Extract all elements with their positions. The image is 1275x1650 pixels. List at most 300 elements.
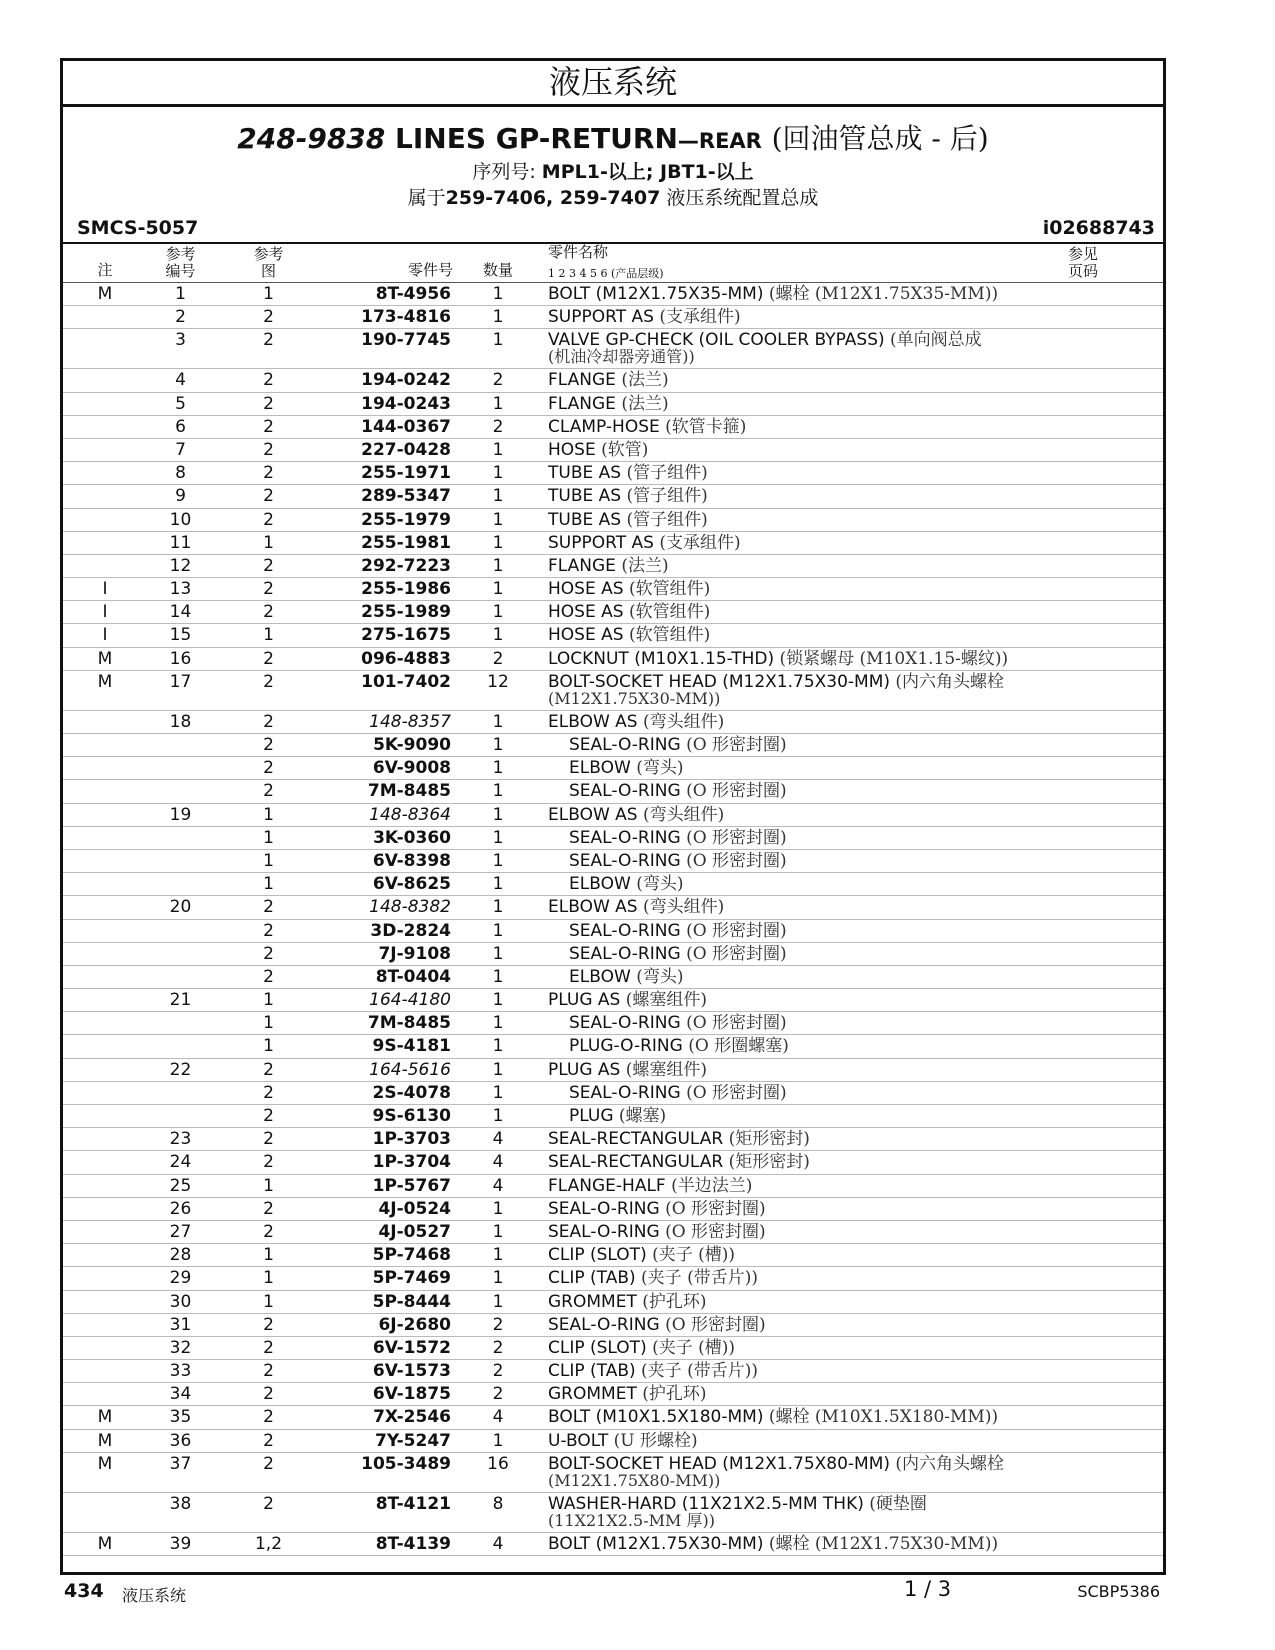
row-part-number: 5P-8444 (372, 1291, 451, 1312)
row-name-zh: (螺塞组件) (625, 1059, 707, 1080)
row-qty: 1 (492, 827, 504, 848)
row-ref-fig: 2 (263, 370, 274, 391)
row-part-name (569, 873, 683, 895)
row-part-number: 164-4180 (369, 990, 451, 1011)
row-ref-no: 12 (169, 555, 192, 576)
row-name-en: PLUG-O-RING (569, 1036, 683, 1057)
row-ref-fig: 2 (263, 1493, 274, 1514)
row-part-name (548, 393, 669, 415)
row-name-zh: (O 形密封圈) (686, 1082, 787, 1103)
row-note: M (97, 1407, 113, 1428)
row-part-number: 255-1986 (361, 579, 451, 600)
row-part-name (569, 850, 787, 872)
row-part-number: 2S-4078 (372, 1082, 451, 1103)
table-row (63, 1493, 1163, 1533)
row-name-zh: (O 形密封圈) (686, 827, 787, 848)
row-ref-fig: 1 (263, 1013, 274, 1034)
row-ref-fig: 2 (263, 781, 274, 802)
row-qty: 1 (492, 625, 504, 646)
col-part-no: 零件号 (407, 261, 453, 279)
row-name-en: HOSE AS (548, 579, 624, 600)
row-name-zh: (U 形螺栓) (613, 1430, 698, 1451)
row-qty: 2 (492, 648, 504, 669)
table-row (63, 1360, 1163, 1383)
row-qty: 1 (492, 781, 504, 802)
row-part-name (548, 1267, 758, 1289)
row-ref-no: 1 (175, 284, 186, 304)
row-qty: 1 (492, 711, 504, 732)
row-ref-no: 9 (175, 486, 186, 507)
row-ref-no: 25 (169, 1175, 192, 1196)
row-ref-fig: 2 (263, 711, 274, 732)
table-row (63, 1267, 1163, 1290)
row-part-name (548, 1175, 752, 1197)
row-ref-no: 23 (169, 1129, 192, 1150)
title-zh: (回油管总成 - 后) (771, 122, 989, 155)
row-name-en: SEAL-RECTANGULAR (548, 1129, 724, 1150)
row-qty: 1 (492, 897, 504, 918)
illustration-id: i02688743 (1042, 217, 1155, 239)
row-part-number: 255-1971 (361, 463, 451, 484)
row-name-en: HOSE (548, 439, 596, 460)
row-part-number: 7X-2546 (373, 1407, 451, 1428)
title-rear: —REAR (677, 129, 762, 153)
row-part-name (548, 1337, 735, 1359)
row-name-zh: (弯头组件) (643, 711, 725, 732)
row-note: I (102, 579, 108, 600)
row-part-name (548, 989, 707, 1011)
table-row (63, 509, 1163, 532)
row-part-number: 8T-4121 (375, 1493, 451, 1514)
row-ref-fig: 1 (263, 874, 274, 895)
table-row (63, 369, 1163, 392)
row-qty: 4 (492, 1407, 504, 1428)
table-row (63, 329, 1163, 369)
row-ref-no: 34 (169, 1384, 192, 1405)
row-part-name (569, 780, 787, 802)
row-ref-no: 30 (169, 1291, 192, 1312)
row-ref-fig: 2 (263, 920, 274, 941)
row-qty: 1 (492, 1013, 504, 1034)
row-qty: 1 (492, 509, 504, 530)
row-part-number: 227-0428 (361, 439, 451, 460)
row-ref-fig: 2 (263, 1361, 274, 1382)
row-name-zh-continued: (11X21X2.5-MM 厚)) (548, 1510, 715, 1530)
row-ref-no: 31 (169, 1314, 192, 1335)
part-header (63, 107, 1163, 244)
row-ref-no: 36 (169, 1430, 192, 1451)
belongs-parts: 259-7406, 259-7407 (445, 187, 661, 209)
row-part-number: 5P-7469 (372, 1268, 451, 1289)
table-row (63, 1128, 1163, 1151)
row-part-name (548, 306, 741, 328)
row-part-number: 8T-0404 (375, 966, 451, 987)
table-row (63, 1430, 1163, 1453)
row-name-en: SEAL-O-RING (569, 1082, 681, 1103)
table-row (63, 393, 1163, 416)
row-part-number: 173-4816 (361, 307, 451, 328)
row-name-zh: (内六角头螺栓 (895, 1453, 1005, 1474)
row-ref-fig: 2 (263, 1430, 274, 1451)
table-row (63, 624, 1163, 647)
row-name-en: CLIP (SLOT) (548, 1337, 647, 1358)
row-name-en: HOSE AS (548, 625, 624, 646)
row-part-name (569, 1012, 787, 1034)
row-name-zh: (单向阀总成 (890, 330, 982, 351)
row-part-name (548, 1198, 766, 1220)
table-row (63, 850, 1163, 873)
row-name-zh: (O 形圈螺塞) (688, 1036, 789, 1057)
row-ref-fig: 1 (263, 284, 274, 304)
row-ref-fig: 2 (263, 602, 274, 623)
row-name-en: BOLT-SOCKET HEAD (M12X1.75X30-MM) (548, 671, 891, 692)
row-ref-fig: 2 (263, 1407, 274, 1428)
row-ref-no: 2 (175, 307, 186, 328)
row-name-zh: (螺栓 (M12X1.75X30-MM)) (768, 1533, 999, 1554)
row-part-number: 4J-0527 (378, 1221, 451, 1242)
row-ref-fig: 2 (263, 393, 274, 414)
row-note: M (97, 284, 113, 304)
row-ref-no: 4 (175, 370, 186, 391)
row-ref-fig: 1 (263, 1036, 274, 1057)
row-ref-no: 18 (169, 711, 192, 732)
row-name-zh: (弯头) (636, 966, 684, 987)
row-ref-no: 21 (169, 990, 192, 1011)
row-qty: 4 (492, 1533, 504, 1554)
row-name-en: SUPPORT AS (548, 307, 654, 328)
row-qty: 1 (492, 284, 504, 304)
row-part-number: 6V-1875 (372, 1384, 451, 1405)
row-name-en: SEAL-O-RING (548, 1314, 660, 1335)
row-qty: 1 (492, 1245, 504, 1266)
row-ref-fig: 1 (263, 990, 274, 1011)
table-row (63, 827, 1163, 850)
row-part-number: 194-0243 (361, 393, 451, 414)
row-name-zh: (管子组件) (626, 463, 708, 484)
row-ref-no: 11 (169, 532, 192, 553)
row-name-en: HOSE AS (548, 602, 624, 623)
row-name-en: ELBOW (569, 874, 631, 895)
page-fraction: 1 / 3 (904, 1577, 952, 1601)
col-note: 注 (97, 261, 113, 279)
row-name-zh: (半边法兰) (671, 1175, 753, 1196)
row-qty: 1 (492, 943, 504, 964)
row-qty: 2 (492, 1314, 504, 1335)
row-ref-fig: 2 (263, 463, 274, 484)
table-row (63, 1198, 1163, 1221)
row-qty: 1 (492, 532, 504, 553)
table-row (63, 943, 1163, 966)
table-row (63, 1406, 1163, 1429)
row-part-name (548, 578, 710, 600)
row-qty: 16 (487, 1453, 509, 1474)
row-name-en: GROMMET (548, 1291, 637, 1312)
row-qty: 1 (492, 393, 504, 414)
row-name-en: BOLT (M12X1.75X35-MM) (548, 284, 764, 304)
row-part-name (569, 734, 787, 756)
row-part-number: 148-8382 (369, 897, 451, 918)
part-title (63, 107, 1163, 159)
table-row (63, 1221, 1163, 1244)
row-ref-fig: 2 (263, 1384, 274, 1405)
row-name-zh: (弯头组件) (643, 804, 725, 825)
row-ref-no: 24 (169, 1152, 192, 1173)
row-name-en: U-BOLT (548, 1430, 609, 1451)
row-part-name (569, 920, 787, 942)
row-name-zh: (硬垫圈 (869, 1493, 927, 1514)
row-ref-fig: 1 (263, 1175, 274, 1196)
row-part-number: 096-4883 (361, 648, 451, 669)
table-row (63, 1059, 1163, 1082)
row-qty: 8 (492, 1493, 504, 1514)
row-name-zh: (O 形密封圈) (665, 1198, 766, 1219)
row-name-zh-continued: (M12X1.75X80-MM)) (548, 1470, 721, 1490)
part-number: 248-9838 (237, 122, 386, 155)
row-part-number: 6V-9008 (372, 758, 451, 779)
row-qty: 1 (492, 1036, 504, 1057)
row-qty: 1 (492, 850, 504, 871)
row-name-zh: (弯头组件) (643, 897, 725, 918)
row-name-zh: (支承组件) (659, 532, 741, 553)
row-qty: 2 (492, 1361, 504, 1382)
table-row (63, 989, 1163, 1012)
row-ref-fig: 2 (263, 555, 274, 576)
row-name-en: ELBOW AS (548, 711, 638, 732)
row-part-name (548, 1291, 707, 1313)
row-qty: 1 (492, 439, 504, 460)
table-row (63, 532, 1163, 555)
belongs-line (63, 185, 1163, 211)
row-part-name (548, 1221, 766, 1243)
row-ref-no: 27 (169, 1221, 192, 1242)
col-see-page: 参见 页码 (1067, 245, 1098, 280)
row-name-zh: (螺栓 (M10X1.5X180-MM)) (768, 1407, 999, 1428)
row-part-number: 6V-1572 (372, 1337, 451, 1358)
row-part-name (548, 1314, 766, 1336)
belongs-prefix: 属于 (407, 187, 446, 209)
row-name-en: CLIP (SLOT) (548, 1245, 647, 1266)
row-qty: 1 (492, 463, 504, 484)
row-part-number: 255-1989 (361, 602, 451, 623)
row-name-en: SEAL-O-RING (569, 1013, 681, 1034)
row-name-en: SEAL-O-RING (548, 1221, 660, 1242)
row-name-en: ELBOW (569, 966, 631, 987)
row-qty: 1 (492, 1291, 504, 1312)
row-name-en: SEAL-O-RING (548, 1198, 660, 1219)
row-ref-fig: 2 (263, 486, 274, 507)
section-title: 液压系统 (63, 61, 1163, 107)
row-part-number: 5K-9090 (373, 735, 451, 755)
row-qty: 1 (492, 804, 504, 825)
row-qty: 1 (492, 920, 504, 941)
row-part-number: 1P-5767 (372, 1175, 451, 1196)
row-ref-no: 39 (169, 1533, 192, 1554)
row-name-en: TUBE AS (548, 486, 622, 507)
row-name-zh: (弯头) (636, 874, 684, 895)
row-ref-no: 22 (169, 1059, 192, 1080)
row-part-number: 3K-0360 (373, 827, 451, 848)
row-qty: 1 (492, 1221, 504, 1242)
row-part-name (569, 827, 787, 849)
row-name-zh: (护孔环) (642, 1291, 707, 1312)
row-name-zh: (软管卡箍) (665, 416, 747, 437)
row-name-en: SEAL-O-RING (569, 781, 681, 802)
row-name-zh: (O 形密封圈) (665, 1221, 766, 1242)
row-name-en: FLANGE (548, 393, 616, 414)
col-qty: 数量 (482, 261, 513, 279)
row-part-number: 105-3489 (361, 1453, 451, 1474)
col-levels: 1 2 3 4 5 6 (产品层级) (548, 267, 664, 280)
row-ref-no: 15 (169, 625, 192, 646)
serial-label: 序列号: (472, 161, 536, 183)
row-name-en: PLUG AS (548, 1059, 621, 1080)
row-ref-no: 38 (169, 1493, 192, 1514)
table-row (63, 780, 1163, 803)
row-ref-no: 8 (175, 463, 186, 484)
row-part-number: 9S-6130 (372, 1106, 451, 1126)
row-ref-no: 3 (175, 330, 186, 351)
row-part-number: 4J-0524 (378, 1198, 451, 1219)
footer-section: 液压系统 (122, 1586, 187, 1605)
row-ref-no: 14 (169, 602, 192, 623)
row-qty: 1 (492, 966, 504, 987)
row-part-name (548, 1430, 698, 1452)
row-name-en: SEAL-O-RING (569, 920, 681, 941)
smcs-code: SMCS-5057 (77, 217, 199, 239)
row-ref-no: 28 (169, 1245, 192, 1266)
row-part-name (548, 532, 741, 554)
row-name-zh: (内六角头螺栓 (895, 671, 1005, 692)
row-ref-fig: 1 (263, 1268, 274, 1289)
row-ref-no: 29 (169, 1268, 192, 1289)
col-ref-fig: 参考 图 (253, 245, 284, 280)
page-frame (60, 58, 1166, 1575)
row-name-en: SEAL-O-RING (569, 943, 681, 964)
row-name-zh: (护孔环) (642, 1384, 707, 1405)
table-row (63, 757, 1163, 780)
table-row (63, 1533, 1163, 1556)
row-qty: 1 (492, 990, 504, 1011)
table-row (63, 966, 1163, 989)
page-number: 434 (64, 1580, 104, 1602)
row-part-name (548, 1360, 758, 1382)
row-ref-no: 37 (169, 1453, 192, 1474)
serial-line (63, 159, 1163, 185)
row-qty: 1 (492, 1082, 504, 1103)
row-ref-no: 13 (169, 579, 192, 600)
row-part-number: 148-8364 (369, 804, 451, 825)
row-name-zh: (O 形密封圈) (686, 850, 787, 871)
row-ref-fig: 2 (263, 330, 274, 351)
row-ref-no: 5 (175, 393, 186, 414)
row-part-number: 148-8357 (369, 711, 451, 732)
row-part-number: 1P-3703 (372, 1129, 451, 1150)
row-ref-fig: 2 (263, 671, 274, 692)
row-qty: 1 (492, 1430, 504, 1451)
row-qty: 1 (492, 1106, 504, 1126)
row-part-number: 1P-3704 (372, 1152, 451, 1173)
row-part-name (548, 555, 669, 577)
row-name-zh: (锁紧螺母 (M10X1.15-螺纹)) (779, 648, 1009, 669)
footer (60, 1578, 1166, 1608)
row-part-number: 5P-7468 (372, 1245, 451, 1266)
row-part-name (548, 369, 669, 391)
table-row (63, 1012, 1163, 1035)
table-row (63, 1314, 1163, 1337)
row-note: I (102, 602, 108, 623)
row-name-zh: (夹子 (槽)) (652, 1337, 736, 1358)
row-qty: 1 (492, 555, 504, 576)
row-part-name (548, 1128, 810, 1150)
row-name-en: FLANGE (548, 370, 616, 391)
row-name-en: SEAL-RECTANGULAR (548, 1152, 724, 1173)
row-ref-no: 26 (169, 1198, 192, 1219)
row-ref-no: 16 (169, 648, 192, 669)
row-ref-fig: 2 (263, 416, 274, 437)
row-qty: 2 (492, 370, 504, 391)
row-name-zh: (管子组件) (626, 486, 708, 507)
row-ref-fig: 2 (263, 579, 274, 600)
row-ref-fig: 2 (263, 439, 274, 460)
row-part-name (548, 1383, 707, 1405)
row-ref-fig: 1 (263, 532, 274, 553)
title-en: LINES GP-RETURN (395, 122, 678, 155)
row-note: M (97, 1430, 113, 1451)
row-name-zh: (螺塞) (618, 1106, 667, 1126)
row-part-number: 144-0367 (361, 416, 451, 437)
row-part-name (569, 1105, 666, 1127)
row-name-en: SUPPORT AS (548, 532, 654, 553)
row-part-name (548, 896, 724, 918)
row-name-zh: (法兰) (621, 370, 669, 391)
row-part-number: 8T-4956 (375, 284, 451, 304)
table-row (63, 306, 1163, 329)
row-name-en: FLANGE (548, 555, 616, 576)
table-row (63, 804, 1163, 827)
row-ref-no: 10 (169, 509, 192, 530)
table-row (63, 734, 1163, 757)
table-row (63, 1337, 1163, 1360)
row-name-en: FLANGE-HALF (548, 1175, 666, 1196)
row-ref-fig: 2 (263, 943, 274, 964)
row-ref-fig: 1 (263, 850, 274, 871)
row-part-number: 292-7223 (361, 555, 451, 576)
row-part-number: 3D-2824 (370, 920, 451, 941)
row-ref-fig: 1 (263, 804, 274, 825)
row-name-zh: (管子组件) (626, 509, 708, 530)
row-part-number: 7M-8485 (367, 781, 451, 802)
table-row (63, 671, 1163, 711)
row-name-en: SEAL-O-RING (569, 735, 681, 755)
row-part-name (569, 1082, 787, 1104)
row-name-en: PLUG AS (548, 990, 621, 1011)
row-name-en: SEAL-O-RING (569, 827, 681, 848)
table-row (63, 283, 1163, 306)
row-name-zh-continued: (M12X1.75X30-MM)) (548, 688, 721, 708)
col-part-name: 零件名称 (548, 243, 609, 261)
row-name-zh: (夹子 (带舌片)) (641, 1361, 758, 1382)
table-row (63, 1453, 1163, 1493)
row-qty: 1 (492, 735, 504, 755)
row-ref-fig: 2 (263, 758, 274, 779)
row-part-number: 7Y-5247 (374, 1430, 451, 1451)
table-row (63, 485, 1163, 508)
row-qty: 1 (492, 602, 504, 623)
row-name-zh: (弯头) (636, 758, 684, 779)
row-part-number: 255-1979 (361, 509, 451, 530)
row-ref-fig: 1 (263, 1291, 274, 1312)
row-name-zh: (法兰) (621, 555, 669, 576)
